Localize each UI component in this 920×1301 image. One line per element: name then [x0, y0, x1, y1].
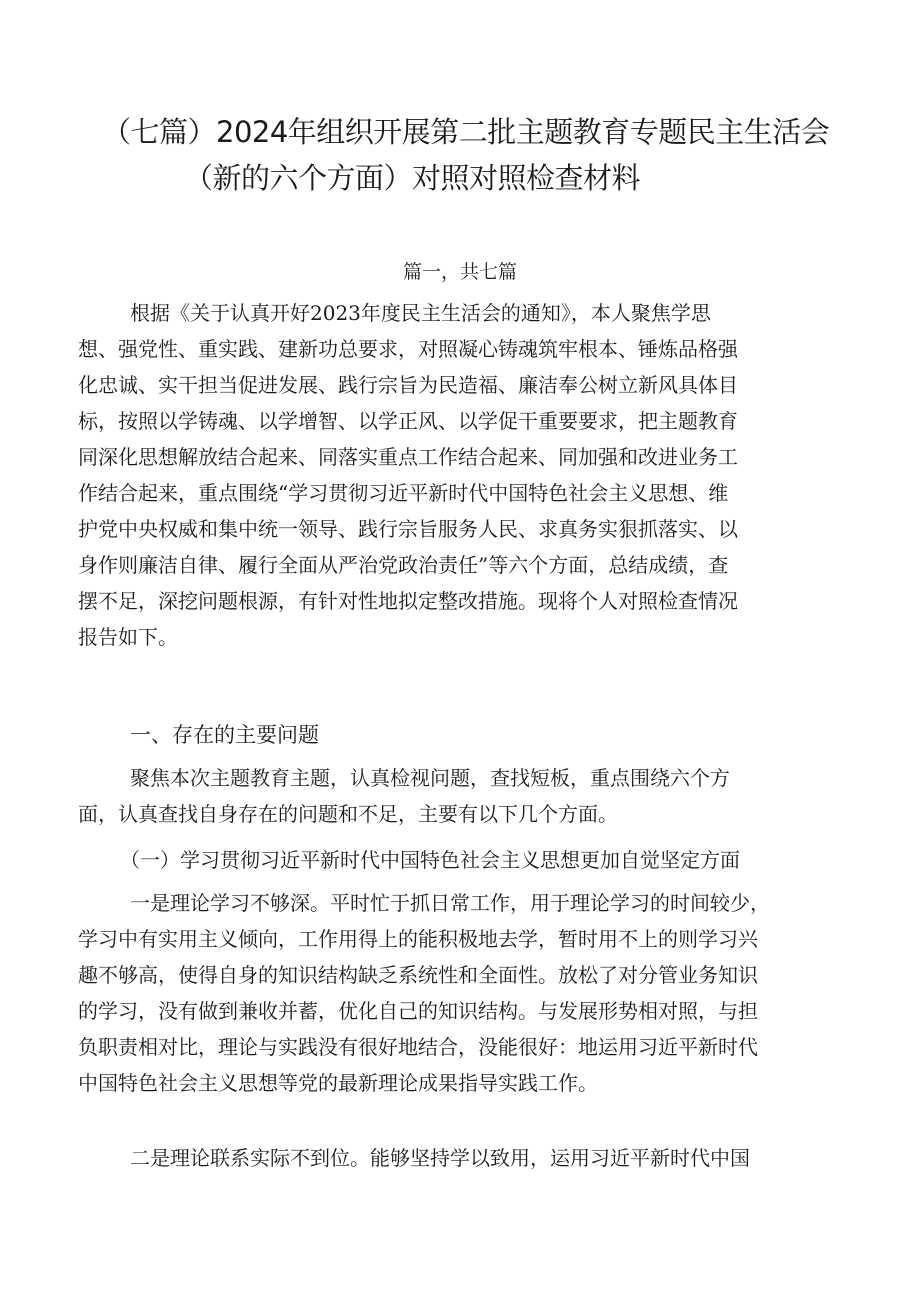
paragraph-line: 作结合起来，重点围绕“学习贯彻习近平新时代中国特色社会主义思想、维 — [78, 481, 729, 505]
paragraph-line: 同深化思想解放结合起来、同落实重点工作结合起来、同加强和改进业务工 — [78, 445, 738, 469]
paragraph-line: 报告如下。 — [78, 625, 178, 649]
paragraph-line: 中国特色社会主义思想等党的最新理论成果指导实践工作。 — [78, 1071, 598, 1095]
paragraph-line: 学习中有实用主义倾向，工作用得上的能积极地去学，暂时用不上的则学习兴 — [78, 927, 758, 951]
paragraph-line: 二是理论联系实际不到位。能够坚持学以致用，运用习近平新时代中国 — [130, 1146, 750, 1170]
paragraph-line: 想、强党性、重实践、建新功总要求，对照凝心铸魂筑牢根本、锤炼品格强 — [78, 337, 738, 361]
section-heading: 一、存在的主要问题 — [130, 723, 319, 747]
title-line-2: （新的六个方面）对照对照检查材料 — [184, 161, 641, 195]
document-subtitle: 篇一，共七篇 — [402, 261, 517, 283]
intro-paragraph — [78, 295, 848, 655]
point-paragraph — [78, 885, 848, 1101]
section-paragraph — [78, 760, 848, 832]
paragraph-line: 根据《关于认真开好2023年度民主生活会的通知》，本人聚焦学思 — [130, 301, 711, 325]
paragraph-line: 一是理论学习不够深。平时忙于抓日常工作，用于理论学习的时间较少， — [130, 891, 770, 915]
paragraph-line: 化忠诚、实干担当促进发展、践行宗旨为民造福、廉洁奉公树立新风具体目 — [78, 373, 738, 397]
paragraph-line: 趣不够高，使得自身的知识结构缺乏系统性和全面性。放松了对分管业务知识 — [78, 963, 758, 987]
paragraph-line: 护党中央权威和集中统一领导、践行宗旨服务人民、求真务实狠抓落实、以 — [78, 517, 738, 541]
paragraph-line: 聚焦本次主题教育主题，认真检视问题，查找短板，重点围绕六个方 — [130, 766, 730, 790]
point-paragraph — [78, 1140, 848, 1176]
paragraph-line: 的学习，没有做到兼收并蓄，优化自己的知识结构。与发展形势相对照，与担 — [78, 999, 758, 1023]
paragraph-line: 摆不足，深挖问题根源，有针对性地拟定整改措施。现将个人对照检查情况 — [78, 589, 738, 613]
title-line-1: （七篇）2024年组织开展第二批主题教育专题民主生活会 — [102, 115, 830, 149]
subsection-heading: （一）学习贯彻习近平新时代中国特色社会主义思想更加自觉坚定方面 — [120, 848, 740, 872]
paragraph-line: 身作则廉洁自律、履行全面从严治党政治责任”等六个方面，总结成绩，查 — [78, 553, 729, 577]
paragraph-line: 面，认真查找自身存在的问题和不足，主要有以下几个方面。 — [78, 802, 618, 826]
paragraph-line: 标，按照以学铸魂、以学增智、以学正风、以学促干重要要求，把主题教育 — [78, 409, 738, 433]
paragraph-line: 负职责相对比，理论与实践没有很好地结合，没能很好：地运用习近平新时代 — [78, 1035, 758, 1059]
